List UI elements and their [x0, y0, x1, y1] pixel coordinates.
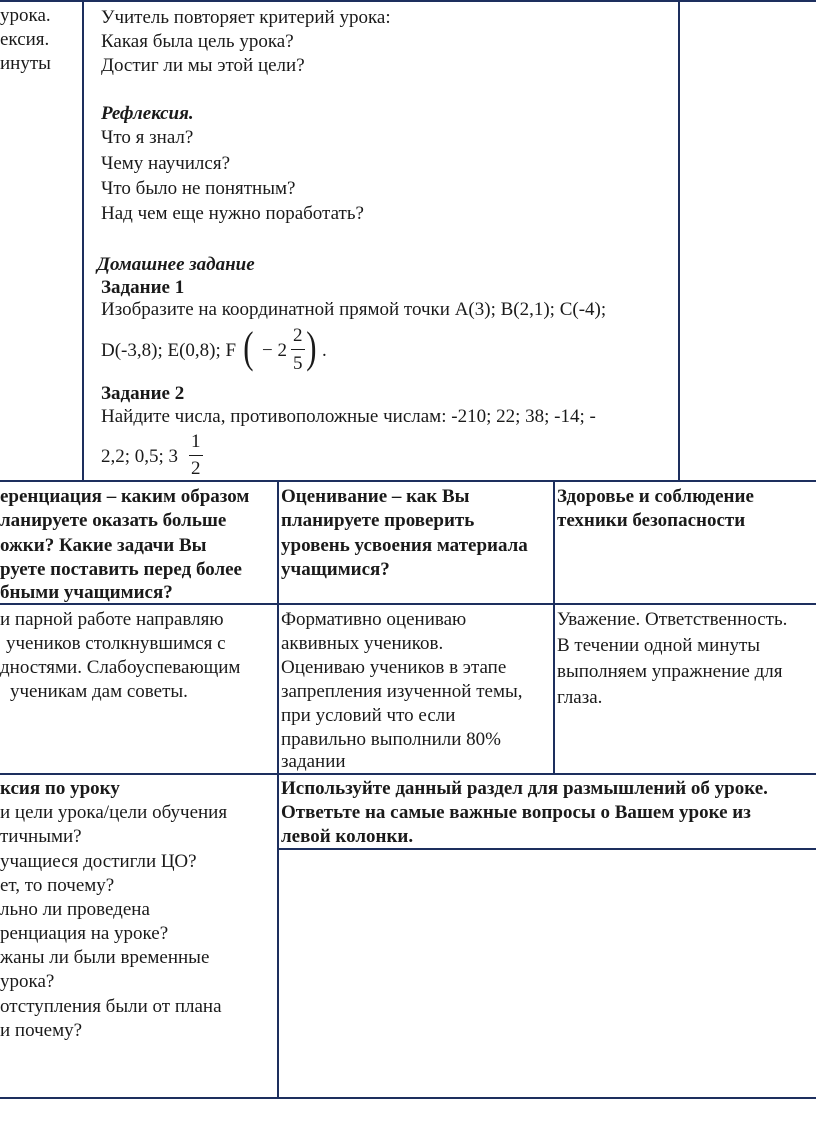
- task1-minus: − 2: [262, 340, 287, 361]
- homework-title: Домашнее задание: [97, 254, 255, 275]
- row3-left-line-8: жаны ли были временные: [0, 947, 210, 968]
- reflection-title: Рефлексия.: [101, 103, 194, 124]
- task1-line-2: D(-3,8); Е(0,8); F: [101, 340, 237, 361]
- row2-col3-line-4: глаза.: [557, 687, 603, 708]
- row3-left-line-5: ет, то почему?: [0, 875, 115, 896]
- border-bot-col1: [277, 773, 279, 1097]
- border-row1: [0, 480, 816, 482]
- task1-numerator: 2: [293, 325, 303, 346]
- border-mid-col2: [553, 480, 555, 773]
- task2-numerator: 1: [191, 431, 201, 452]
- task1-line-1: Изобразите на координатной прямой точки А(3); В(2,1); С(-4);: [101, 299, 607, 320]
- row3-right-line-2: Ответьте на самые важные вопросы о Вашем уроке из: [281, 802, 751, 823]
- task1-paren-left: (: [243, 323, 254, 372]
- row2-col2-line-1: Формативно оцениваю: [281, 609, 467, 630]
- border-row3: [0, 773, 816, 775]
- header-col1-line-1: еренциация – каким образом: [0, 486, 250, 507]
- row3-left-line-10: отступления были от плана: [0, 996, 222, 1017]
- row3-left-line-6: льно ли проведена: [0, 899, 150, 920]
- header-col1-line-3: ожки? Какие задачи Вы: [0, 535, 207, 556]
- task1-fraction-bar: [291, 349, 305, 350]
- border-top: [0, 0, 816, 2]
- task1-end: .: [322, 340, 327, 361]
- teacher-line-2: Какая была цель урока?: [101, 31, 294, 52]
- row3-left-line-11: и почему?: [0, 1020, 83, 1041]
- row2-col1-line-4: ученикам дам советы.: [10, 681, 188, 702]
- header-col2-line-1: Оценивание – как Вы: [281, 486, 470, 507]
- task1-paren-right: ): [306, 323, 317, 372]
- reflection-line-3: Что было не понятным?: [101, 178, 296, 199]
- row3-left-line-3: тичными?: [0, 826, 82, 847]
- header-col2-line-3: уровень усвоения материала: [281, 535, 528, 556]
- row2-col1-line-3: дностями. Слабоуспевающим: [0, 657, 241, 678]
- header-col3-line-2: техники безопасности: [557, 510, 746, 531]
- header-col2-line-2: планируете проверить: [281, 510, 475, 531]
- reflection-line-4: Над чем еще нужно поработать?: [101, 203, 364, 224]
- border-bottom: [0, 1097, 816, 1099]
- top-left-line-2: ексия.: [0, 29, 50, 50]
- header-col3-line-1: Здоровье и соблюдение: [557, 486, 754, 507]
- teacher-line-1: Учитель повторяет критерий урока:: [101, 7, 391, 28]
- task2-line-1: Найдите числа, противоположные числам: -210; 22; 38; -14; -: [101, 406, 596, 427]
- row2-col2-line-7: задании: [281, 751, 346, 772]
- row3-right-line-1: Используйте данный раздел для размышлений об уроке.: [281, 778, 768, 799]
- top-left-line-1: урока.: [0, 5, 51, 26]
- row2-col2-line-3: Оцениваю учеников в этапе: [281, 657, 507, 678]
- header-col1-line-4: руете поставить перед более: [0, 559, 242, 580]
- row3-left-line-2: и цели урока/цели обучения: [0, 802, 228, 823]
- border-mid-col1: [277, 480, 279, 773]
- row2-col1-line-1: и парной работе направляю: [0, 609, 224, 630]
- header-col1-line-2: ланируете оказать больше: [0, 510, 227, 531]
- task2-denominator: 2: [191, 458, 201, 479]
- header-col1-line-5: бными учащимися?: [0, 582, 173, 603]
- task1-title: Задание 1: [101, 277, 185, 298]
- border-top-col2: [678, 0, 680, 480]
- reflection-line-1: Что я знал?: [101, 127, 194, 148]
- task2-title: Задание 2: [101, 383, 185, 404]
- teacher-line-3: Достиг ли мы этой цели?: [101, 55, 305, 76]
- row2-col3-line-3: выполняем упражнение для: [557, 661, 783, 682]
- row3-left-line-4: учащиеся достигли ЦО?: [0, 851, 197, 872]
- reflection-line-2: Чему научился?: [101, 153, 231, 174]
- row3-left-title: ксия по уроку: [0, 778, 120, 799]
- task1-denominator: 5: [293, 353, 303, 374]
- row3-right-line-3: левой колонки.: [281, 826, 414, 847]
- row2-col2-line-2: аквивных учеников.: [281, 633, 444, 654]
- row3-left-line-9: урока?: [0, 971, 55, 992]
- row3-left-line-7: ренциация на уроке?: [0, 923, 169, 944]
- border-top-col1: [82, 0, 84, 480]
- row2-col2-line-5: при условий что если: [281, 705, 456, 726]
- task2-line-2: 2,2; 0,5; 3: [101, 446, 179, 467]
- top-left-line-3: инуты: [0, 53, 51, 74]
- task2-fraction-bar: [189, 455, 203, 456]
- row2-col3-line-2: В течении одной минуты: [557, 635, 761, 656]
- header-col2-line-4: учащимися?: [281, 559, 390, 580]
- row2-col2-line-6: правильно выполнили 80%: [281, 729, 502, 750]
- row2-col3-line-1: Уважение. Ответственность.: [557, 609, 788, 630]
- row2-col2-line-4: запрепления изученной темы,: [281, 681, 523, 702]
- row2-col1-line-2: учеников столкнувшимся с: [6, 633, 226, 654]
